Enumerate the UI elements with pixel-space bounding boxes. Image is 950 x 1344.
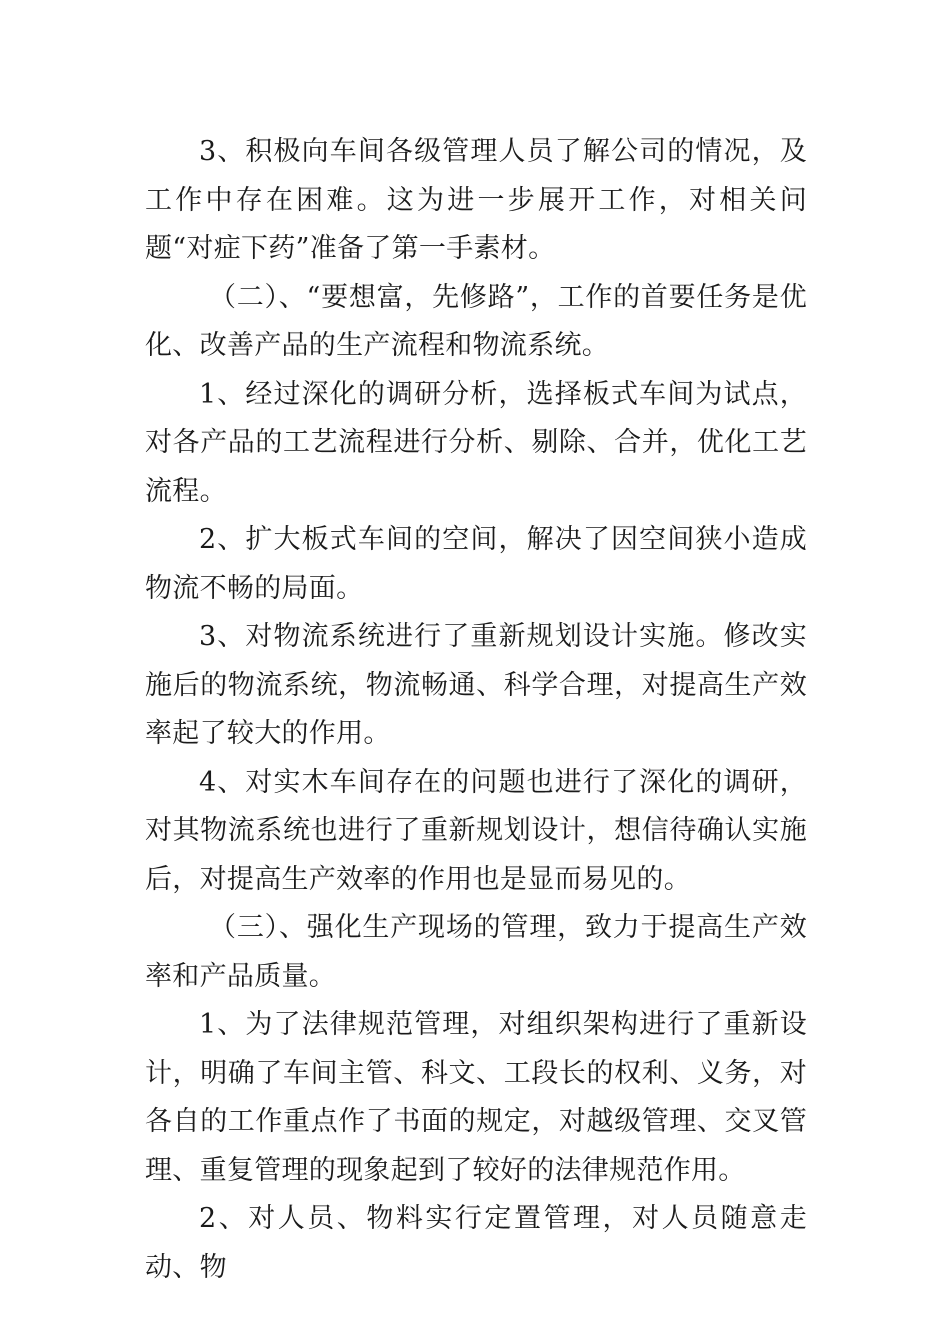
paragraph-item-2-expand-space: 2、扩大板式车间的空间，解决了因空间狭小造成物流不畅的局面。 [145,524,807,604]
section-heading-3: （三）、强化生产现场的管理，致力于提高生产效率和产品质量。 [145,912,807,992]
paragraph-item-2-fixed-position: 2、对人员、物料实行定置管理，对人员随意走动、物 [145,1203,807,1283]
document-body [145,128,807,1292]
paragraph-item-3-logistics-redesign: 3、对物流系统进行了重新规划设计实施。修改实施后的物流系统，物流畅通、科学合理，对提高生产效率起了较大的作用。 [145,621,807,749]
paragraph-item-1-organization: 1、为了法律规范管理，对组织架构进行了重新设计，明确了车间主管、科文、工段长的权利、义务，对各自的工作重点作了书面的规定，对越级管理、交叉管理、重复管理的现象起到了较好的法律规范作用。 [145,1009,807,1186]
paragraph-item-1-process-analysis: 1、经过深化的调研分析，选择板式车间为试点，对各产品的工艺流程进行分析、剔除、合并，优化工艺流程。 [145,378,807,507]
paragraph-item-4-solid-wood-workshop: 4、对实木车间存在的问题也进行了深化的调研，对其物流系统也进行了重新规划设计，想信待确认实施后，对提高生产效率的作用也是显而易见的。 [145,766,807,895]
paragraph-item-3-communication: 3、积极向车间各级管理人员了解公司的情况，及工作中存在困难。这为进一步展开工作，对相关问题“对症下药”准备了第一手素材。 [145,136,807,264]
section-heading-2: （二）、“要想富，先修路”，工作的首要任务是优化、改善产品的生产流程和物流系统。 [145,281,807,361]
